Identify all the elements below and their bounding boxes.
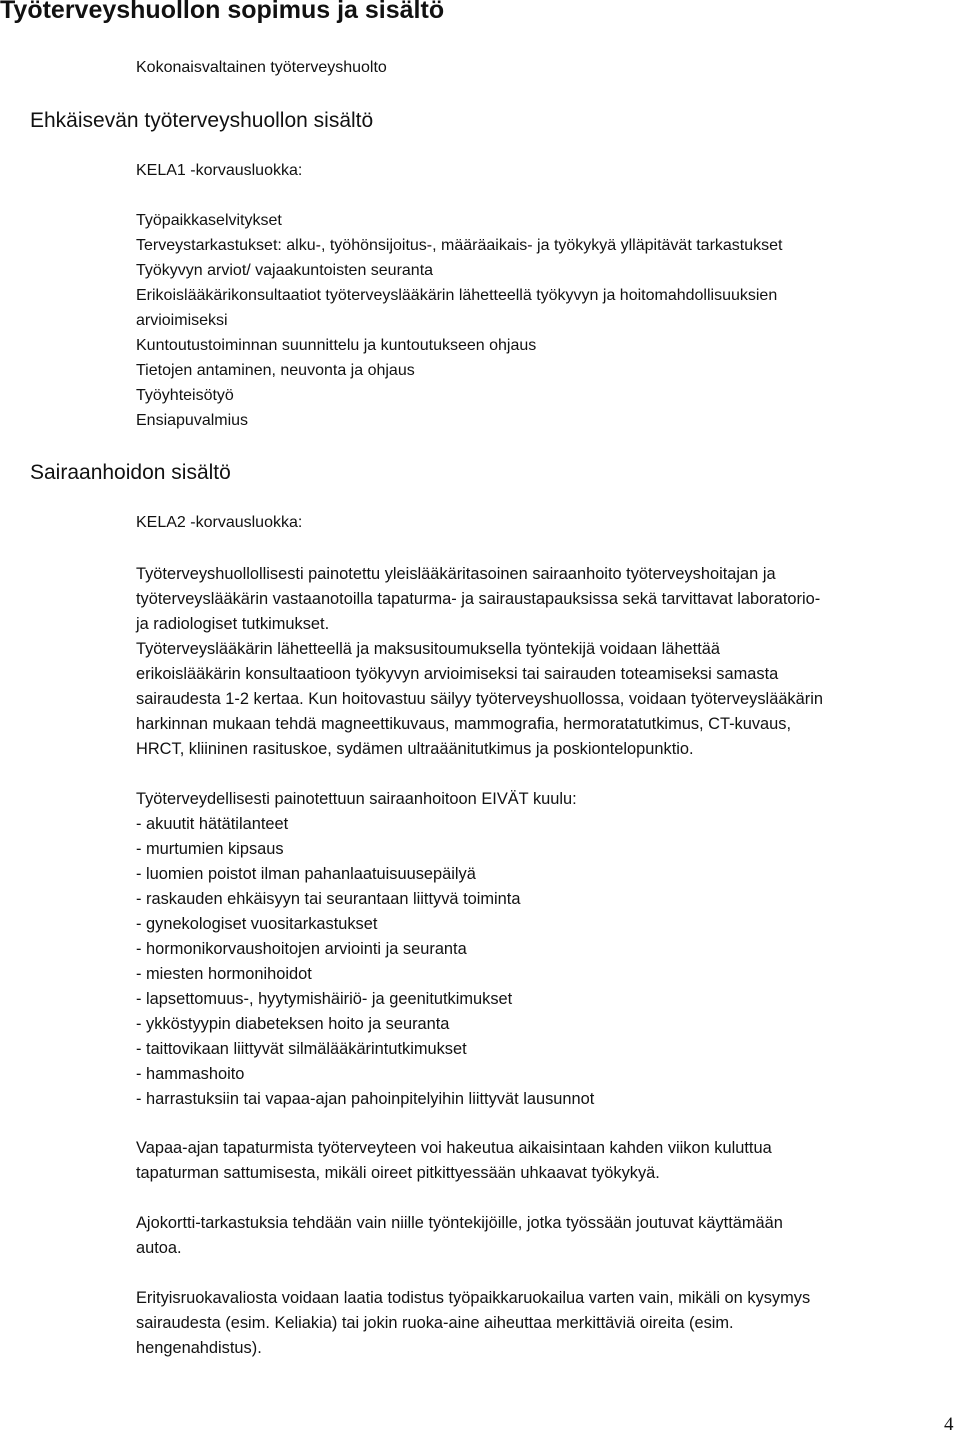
list-item: - gynekologiset vuositarkastukset xyxy=(136,915,378,933)
page-title: Työterveyshuollon sopimus ja sisältö xyxy=(0,0,445,24)
driving-license-paragraph xyxy=(136,1211,958,1261)
medical-care-paragraph xyxy=(136,562,958,762)
text-line: työterveyslääkärin vastaanotoilla tapaturma- ja sairaustapauksissa sekä tarvittavat laboratorio- xyxy=(136,590,821,608)
leisure-accident-paragraph xyxy=(136,1136,958,1186)
list-item: arvioimiseksi xyxy=(136,312,228,329)
list-item: Työpaikkaselvitykset xyxy=(136,212,282,229)
text-line: HRCT, kliininen rasituskoe, sydämen ultraäänitutkimus ja poskiontelopunktio. xyxy=(136,740,694,758)
list-item: - akuutit hätätilanteet xyxy=(136,815,289,833)
excluded-heading: Työterveydellisesti painotettuun sairaanhoitoon EIVÄT kuulu: xyxy=(136,790,577,808)
preventive-heading: Ehkäisevän työterveyshuollon sisältö xyxy=(30,109,374,132)
text-line: sairaudesta (esim. Keliakia) tai jokin ruoka-aine aiheuttaa merkittäviä oireita (esim. xyxy=(136,1314,734,1332)
list-item: - taittovikaan liittyvät silmälääkärintutkimukset xyxy=(136,1040,467,1058)
list-item: - miesten hormonihoidot xyxy=(136,965,312,983)
kela1-class-label: KELA1 -korvausluokka: xyxy=(136,162,303,179)
list-item: Terveystarkastukset: alku-, työhönsijoitus-, määräaikais- ja työkykyä ylläpitävät tarkastukset xyxy=(136,237,783,254)
text-line: autoa. xyxy=(136,1239,182,1257)
text-line: hengenahdistus). xyxy=(136,1339,262,1357)
list-item: - harrastuksiin tai vapaa-ajan pahoinpitelyihin liittyvät lausunnot xyxy=(136,1090,595,1108)
list-item: Kuntoutustoiminnan suunnittelu ja kuntoutukseen ohjaus xyxy=(136,337,537,354)
list-item: Työyhteisötyö xyxy=(136,387,234,404)
text-line: Työterveyshuollollisesti painotettu yleislääkäritasoinen sairaanhoito työterveyshoitajan ja xyxy=(136,565,776,583)
list-item: - lapsettomuus-, hyytymishäiriö- ja geenitutkimukset xyxy=(136,990,513,1008)
text-line: Vapaa-ajan tapaturmista työterveyteen voi hakeutua aikaisintaan kahden viikon kuluttua xyxy=(136,1139,772,1157)
list-item: - raskauden ehkäisyyn tai seurantaan liittyvä toiminta xyxy=(136,890,521,908)
text-line: harkinnan mukaan tehdä magneettikuvaus, mammografia, hermoratatutkimus, CT-kuvaus, xyxy=(136,715,792,733)
text-line: Erityisruokavaliosta voidaan laatia todistus työpaikkaruokailua varten vain, mikäli on kysymys xyxy=(136,1289,811,1307)
list-item: Tietojen antaminen, neuvonta ja ohjaus xyxy=(136,362,415,379)
text-line: ja radiologiset tutkimukset. xyxy=(136,615,330,633)
preventive-services-list xyxy=(136,208,958,433)
text-line: tapaturman sattumisesta, mikäli oireet pitkittyessään uhkaavat työkykyä. xyxy=(136,1164,660,1182)
page-subtitle: Kokonaisvaltainen työterveyshuolto xyxy=(136,59,387,76)
list-item: - murtumien kipsaus xyxy=(136,840,284,858)
medical-heading: Sairaanhoidon sisältö xyxy=(30,461,231,484)
page-number: 4 xyxy=(944,1414,954,1435)
text-line: erikoislääkärin konsultaatioon työkyvyn arvioimiseksi tai sairauden toteamiseksi samasta xyxy=(136,665,779,683)
list-item: Työkyvyn arviot/ vajaakuntoisten seuranta xyxy=(136,262,434,279)
excluded-services-list xyxy=(136,787,958,1112)
text-line: Ajokortti-tarkastuksia tehdään vain niille työntekijöille, jotka työssään joutuvat käyttämään xyxy=(136,1214,783,1232)
text-line: Työterveyslääkärin lähetteellä ja maksusitoumuksella työntekijä voidaan lähettää xyxy=(136,640,721,658)
list-item: - hammashoito xyxy=(136,1065,245,1083)
list-item: - luomien poistot ilman pahanlaatuisuusepäilyä xyxy=(136,865,476,883)
text-line: sairaudesta 1-2 kertaa. Kun hoitovastuu säilyy työterveyshuollossa, voidaan työterveyslääkärin xyxy=(136,690,823,708)
special-diet-paragraph xyxy=(136,1286,958,1361)
list-item: Erikoislääkärikonsultaatiot työterveyslääkärin lähetteellä työkyvyn ja hoitomahdollisuuksien xyxy=(136,287,778,304)
list-item: - hormonikorvaushoitojen arviointi ja seuranta xyxy=(136,940,467,958)
list-item: Ensiapuvalmius xyxy=(136,412,249,429)
list-item: - ykköstyypin diabeteksen hoito ja seuranta xyxy=(136,1015,450,1033)
kela2-class-label: KELA2 -korvausluokka: xyxy=(136,514,303,531)
